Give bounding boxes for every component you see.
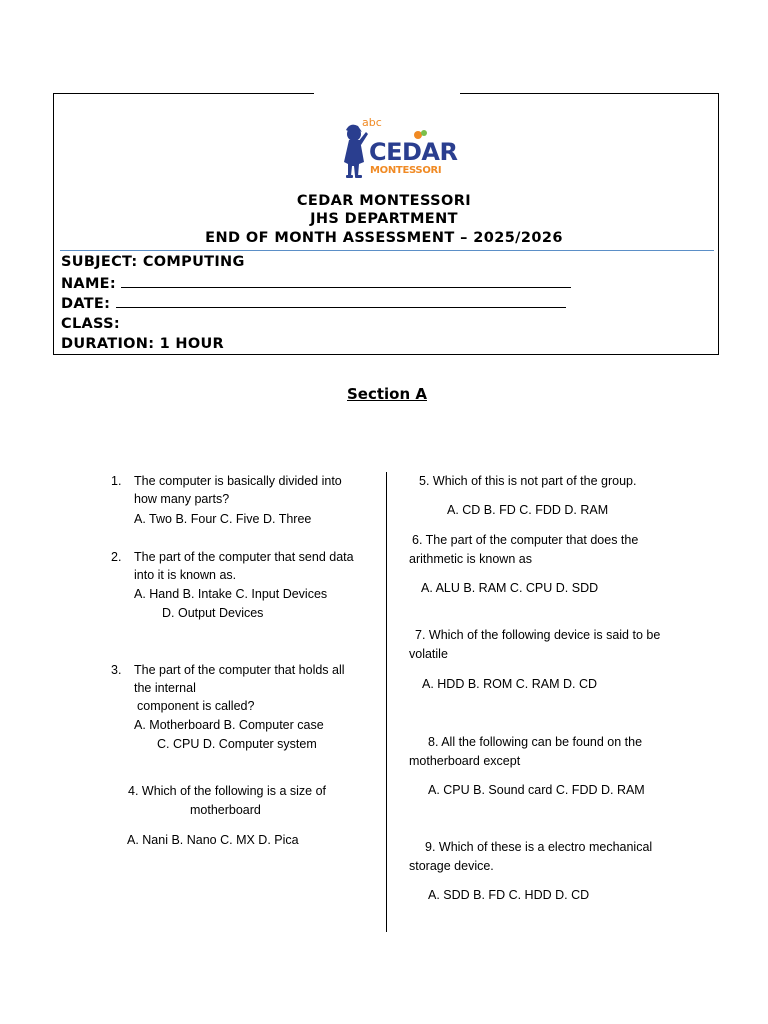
question-4-line1: 4. Which of the following is a size of [128, 784, 327, 798]
question-3-number: 3. [111, 663, 122, 677]
question-5-options: A. CD B. FD C. FDD D. RAM [447, 503, 609, 517]
name-label: NAME: [61, 276, 116, 292]
subject-field: SUBJECT: COMPUTING [61, 254, 245, 270]
question-7-line2: volatile [409, 647, 448, 661]
question-6-line1: 6. The part of the computer that does the [412, 533, 639, 547]
question-9-line1: 9. Which of these is a electro mechanical [425, 840, 653, 854]
question-9-options: A. SDD B. FD C. HDD D. CD [428, 888, 590, 902]
question-3-options-2: C. CPU D. Computer system [157, 737, 317, 751]
department-name: JHS DEPARTMENT [310, 211, 458, 227]
class-field: CLASS: [61, 316, 120, 332]
question-2-number: 2. [111, 550, 122, 564]
date-label: DATE: [61, 296, 111, 312]
question-6-line2: arithmetic is known as [409, 552, 532, 566]
assessment-title: END OF MONTH ASSESSMENT – 2025/2026 [205, 230, 563, 246]
question-4-line2: motherboard [190, 803, 261, 817]
question-3-line1: The part of the computer that holds all [134, 663, 345, 677]
question-2-line1: The part of the computer that send data [134, 550, 354, 564]
date-field [61, 294, 566, 313]
question-8-line2: motherboard except [409, 754, 521, 768]
question-3-line2: the internal [134, 681, 196, 695]
name-blank[interactable] [121, 274, 571, 288]
name-field [61, 274, 571, 293]
question-2-line2: into it is known as. [134, 568, 237, 582]
question-4-options: A. Nani B. Nano C. MX D. Pica [127, 833, 299, 847]
question-1-line2: how many parts? [134, 492, 230, 506]
child-silhouette-icon [344, 125, 368, 178]
duration-field: DURATION: 1 HOUR [61, 336, 225, 352]
section-title: Section A [347, 385, 427, 403]
column-divider [386, 472, 387, 932]
question-2-options-2: D. Output Devices [162, 606, 264, 620]
question-3-options-1: A. Motherboard B. Computer case [134, 718, 324, 732]
logo-graphic [340, 112, 460, 192]
question-9-line2: storage device. [409, 859, 494, 873]
date-blank[interactable] [116, 294, 566, 308]
cedar-montessori-logo [340, 112, 460, 192]
logo-abc: abc [362, 116, 382, 129]
header-separator [60, 250, 714, 251]
question-2-options-1: A. Hand B. Intake C. Input Devices [134, 587, 328, 601]
question-1-options: A. Two B. Four C. Five D. Three [134, 512, 312, 526]
question-3-line3: component is called? [137, 699, 255, 713]
question-7-options: A. HDD B. ROM C. RAM D. CD [422, 677, 598, 691]
question-5-line1: 5. Which of this is not part of the group. [419, 474, 637, 488]
question-8-line1: 8. All the following can be found on the [428, 735, 643, 749]
balloon-icon [421, 130, 427, 136]
question-1-number: 1. [111, 474, 122, 488]
question-7-line1: 7. Which of the following device is said to be [415, 628, 661, 642]
logo-sub-text: MONTESSORI [370, 165, 442, 176]
school-name: CEDAR MONTESSORI [296, 193, 472, 209]
question-8-options: A. CPU B. Sound card C. FDD D. RAM [428, 783, 645, 797]
question-1-line1: The computer is basically divided into [134, 474, 342, 488]
logo-main-text: CEDAR [369, 138, 458, 166]
header-box-gap [314, 90, 460, 96]
question-6-options: A. ALU B. RAM C. CPU D. SDD [421, 581, 599, 595]
